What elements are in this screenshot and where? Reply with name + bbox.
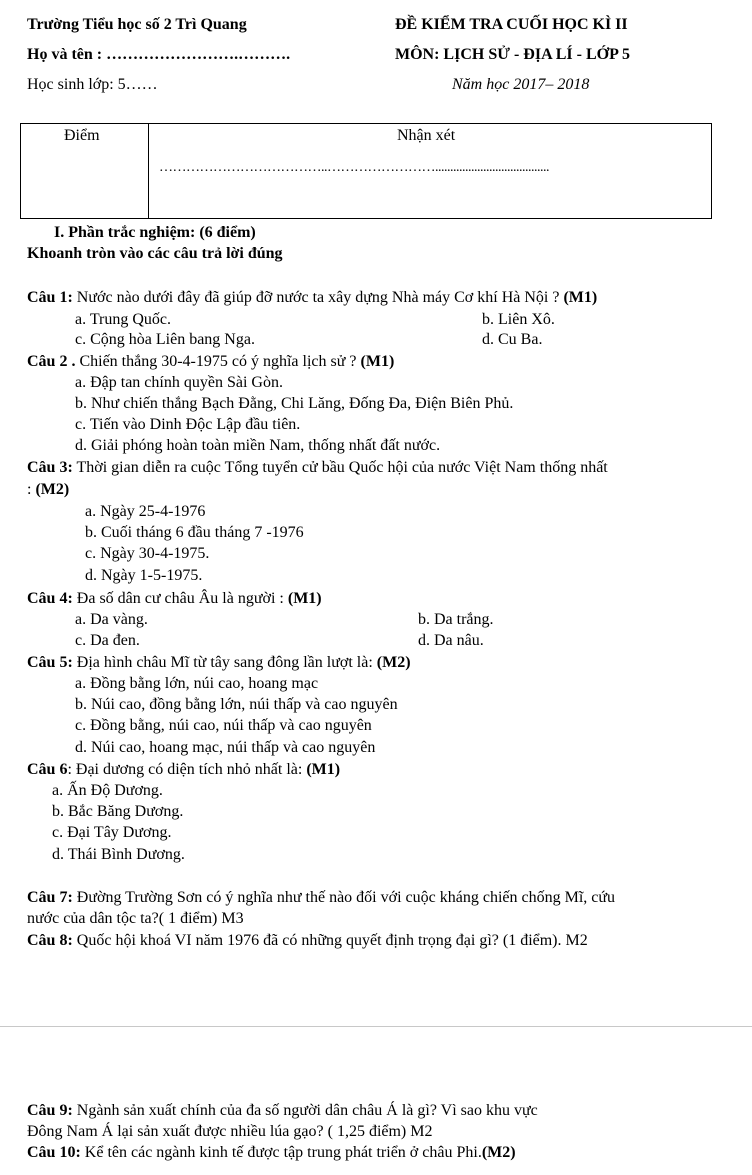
answer-option: a. Ngày 25-4-1976 [85,503,206,520]
question-1 [27,288,597,308]
question-3 [27,458,608,478]
question-text: Kể tên các ngành kinh tế được tập trung phát triển ở châu Phi. [80,1144,482,1161]
question-text: Đa số dân cư châu Âu là người : [72,590,288,607]
question-level: (M1) [306,761,341,778]
answer-option: c. Đại Tây Dương. [52,824,172,841]
comment-dots: ………………………………..……………………...................................... [159,160,549,175]
question-text: Địa hình châu Mĩ từ tây sang đông lần lượt là: [72,654,377,671]
answer-option: a. Đồng bằng lớn, núi cao, hoang mạc [75,675,319,692]
school-name: Trường Tiểu học số 2 Trì Quang [27,16,247,33]
question-label: Câu 10: [27,1144,81,1161]
section-title: I. Phần trắc nghiệm: (6 điểm) [54,224,256,241]
answer-option: d. Thái Bình Dương. [52,846,185,863]
student-name-line: Họ và tên : …………………….………. [27,46,291,63]
answer-option: d. Núi cao, hoang mạc, núi thấp và cao nguyên [75,739,376,756]
answer-option: b. Bắc Băng Dương. [52,803,184,820]
question-label: Câu 9: [27,1102,73,1119]
grade-table [20,123,712,219]
question-label: Câu 3: [27,459,73,476]
question-4 [27,589,322,609]
answer-option: c. Ngày 30-4-1975. [85,545,210,562]
question-label: Câu 7: [27,889,73,906]
question-7 [27,888,615,908]
answer-option: a. Da vàng. [75,611,148,628]
question-text: Thời gian diễn ra cuộc Tổng tuyển cử bầu Quốc hội của nước Việt Nam thống nhất [72,459,608,476]
question-2 [27,352,394,372]
answer-option: d. Cu Ba. [482,331,543,348]
school-year: Năm học 2017– 2018 [452,76,590,93]
answer-option: b. Liên Xô. [482,311,555,328]
question-label: Câu 4: [27,590,73,607]
question-text: : [27,481,36,498]
question-8 [27,931,588,951]
question-5 [27,653,411,673]
page-divider [0,1026,752,1027]
table-divider [148,124,149,218]
answer-option: b. Như chiến thắng Bạch Đằng, Chi Lăng, Đống Đa, Điện Biên Phủ. [75,395,514,412]
question-7-cont: nước của dân tộc ta?( 1 điểm) M3 [27,910,244,927]
answer-option: c. Đồng bằng, núi cao, núi thấp và cao nguyên [75,717,372,734]
answer-option: c. Da đen. [75,632,140,649]
question-9 [27,1101,538,1121]
question-label: Câu 5: [27,654,73,671]
answer-option: d. Giải phóng hoàn toàn miền Nam, thống nhất đất nước. [75,437,441,454]
question-level: (M2) [35,481,70,498]
question-10 [27,1143,516,1163]
question-label: Câu 8: [27,932,73,949]
question-level: (M1) [563,289,598,306]
question-6 [27,760,340,780]
class-line: Học sinh lớp: 5…… [27,76,158,93]
question-9-cont: Đông Nam Á lại sản xuất được nhiều lúa gạo? ( 1,25 điểm) M2 [27,1123,433,1140]
answer-option: d. Ngày 1-5-1975. [85,567,203,584]
answer-option: d. Da nâu. [418,632,484,649]
question-level: (M2) [481,1144,516,1161]
question-text: Chiến thắng 30-4-1975 có ý nghĩa lịch sử ? [75,353,361,370]
answer-option: b. Cuối tháng 6 đầu tháng 7 -1976 [85,524,304,541]
question-text: Nước nào dưới đây đã giúp đỡ nước ta xây dựng Nhà máy Cơ khí Hà Nội ? [72,289,564,306]
exam-title: ĐỀ KIỂM TRA CUỐI HỌC KÌ II [395,16,628,33]
comment-header: Nhận xét [397,127,456,144]
question-3-cont [27,480,69,500]
question-text: : Đại dương có diện tích nhỏ nhất là: [67,761,307,778]
question-label: Câu 1: [27,289,73,306]
section-instruction: Khoanh tròn vào các câu trả lời đúng [27,245,283,262]
answer-option: a. Ấn Độ Dương. [52,782,163,799]
question-level: (M2) [376,654,411,671]
question-text: Ngành sản xuất chính của đa số người dân châu Á là gì? Vì sao khu vực [72,1102,538,1119]
question-level: (M1) [287,590,322,607]
question-level: (M1) [360,353,395,370]
answer-option: a. Đập tan chính quyền Sài Gòn. [75,374,283,391]
question-text: Đường Trường Sơn có ý nghĩa như thế nào đối với cuộc kháng chiến chống Mĩ, cứu [72,889,616,906]
score-header: Điểm [64,127,100,144]
answer-option: b. Núi cao, đồng bằng lớn, núi thấp và cao nguyên [75,696,398,713]
answer-option: b. Da trắng. [418,611,494,628]
answer-option: c. Tiến vào Dinh Độc Lập đầu tiên. [75,416,301,433]
question-label: Câu 6 [27,761,68,778]
question-text: Quốc hội khoá VI năm 1976 đã có những quyết định trọng đại gì? (1 điểm). M2 [72,932,588,949]
answer-option: a. Trung Quốc. [75,311,172,328]
subject-title: MÔN: LỊCH SỬ - ĐỊA LÍ - LỚP 5 [395,46,630,63]
answer-option: c. Cộng hòa Liên bang Nga. [75,331,255,348]
question-label: Câu 2 . [27,353,76,370]
